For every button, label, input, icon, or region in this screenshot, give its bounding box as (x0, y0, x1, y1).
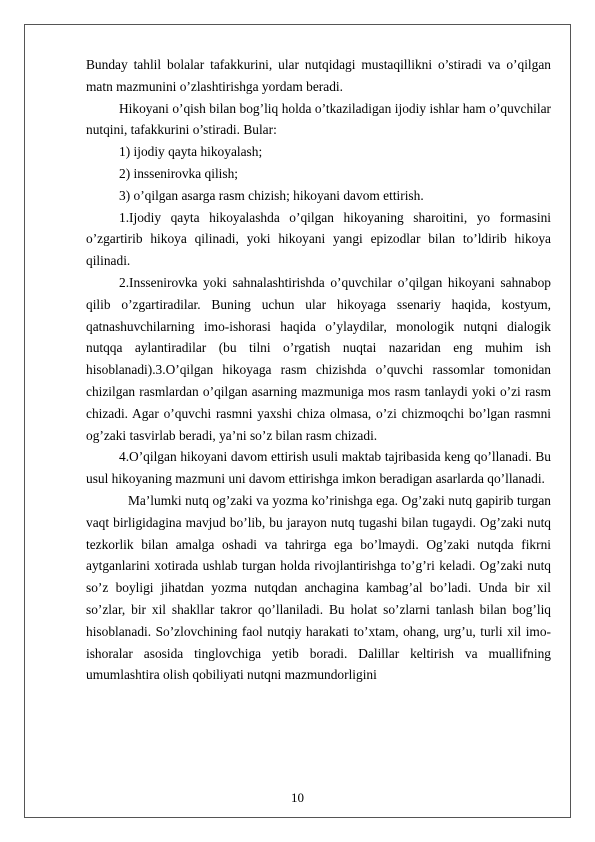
list-item-3: 3) o’qilgan asarga rasm chizish; hikoyani davom ettirish. (119, 187, 424, 203)
paragraph-1: Bunday tahlil bolalar tafakkurini, ular nutqidagi mustaqillikni o’stiradi va o’qilgan matn mazmunini o’zlashtirishga yordam beradi. (86, 57, 551, 94)
paragraph-6: Ma’lumki nutq og’zaki va yozma ko’rinishga ega. Og’zaki nutq gapirib turgan vaqt birligidagina mavjud bo’lib, bu jarayon nutq tugashi bilan tugaydi. Og’zaki nutq tezkorlik bilan amalga oshadi va tahrirga ega bo’lmaydi. Og’zaki nutqda fikrni aytganlarini xotirada ushlab turgan holda rivojlantirishga to’g’ri keladi. Og’zaki nutq so’z boyligi jihatdan yozma nutqdan anchagina kambag’al bo’ladi. Unda bir xil so’zlar, bir xil shakllar takror qo’llaniladi. Bu holat so’zlarni tanlash bilan bog’liq hisoblanadi. So’zlovchining faol nutqiy harakati to’xtam, ohang, urg’u, turli xil imo-ishoralar asosida tinglovchiga yetib boradi. Dalillar keltirish va muallifning umumlashtira olish qobiliyati nutqni mazmundorligini (86, 492, 551, 683)
list-item-2: 2) inssenirovka qilish; (119, 165, 239, 181)
paragraph-4: 2.Inssenirovka yoki sahnalashtirishda o’quvchilar o’qilgan hikoyani sahnabop qilib o’zgartiradilar. Buning uchun ular hikoyaga ssenariy haqida, kostyum, qatnashuvchilarning imo-ishorasi haqida o’ylaydilar, monologik nutqni dialogik nutqqa aylantiradilar (bu tilni o’rgatish nuqtai nazaridan eng muhim ish hisoblanadi).3.O’qilgan hikoyaga rasm chizishda o’quvchi rassomlar tomonidan chizilgan rasmlardan o’qilgan asarning mazmuniga mos rasm tanlaydi yoki o’zi rasm chizadi. Agar o’quvchi rasmni yaxshi chiza olmasa, o’zi chizmoqchi bo’lgan rasmni og’zaki tasvirlab beradi, ya’ni so’z bilan rasm chizadi. (86, 274, 551, 443)
document-body (86, 54, 551, 686)
list-item-1: 1) ijodiy qayta hikoyalash; (119, 144, 263, 160)
page-number: 10 (291, 790, 304, 805)
paragraph-3: 1.Ijodiy qayta hikoyalashda o’qilgan hikoyaning sharoitini, yo formasini o’zgartirib hikoya qilinadi, yoki hikoyani yangi epizodlar bilan to’ldirib hikoya qilinadi. (86, 209, 551, 269)
paragraph-2: Hikoyani o’qish bilan bog’liq holda o’tkaziladigan ijodiy ishlar ham o’quvchilar nutqini, tafakkurini o’stiradi. Bular: (86, 100, 551, 138)
paragraph-5: 4.O’qilgan hikoyani davom ettirish usuli maktab tajribasida keng qo’llanadi. Bu usul hikoyaning mazmuni uni davom ettirishga imkon beradigan asarlarda qo’llanadi. (86, 449, 551, 487)
